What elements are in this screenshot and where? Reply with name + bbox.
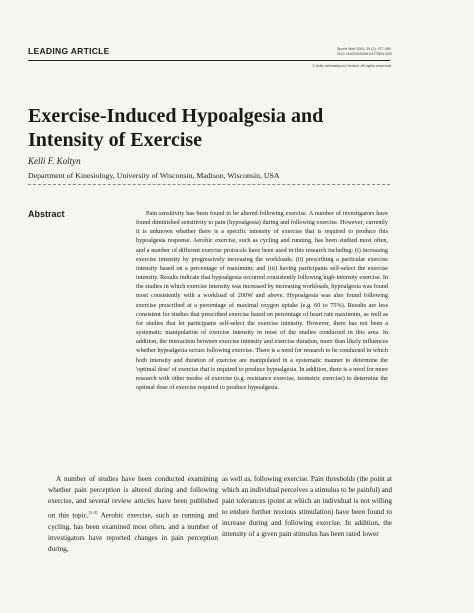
abstract-heading: Abstract: [28, 209, 65, 219]
abstract-text: Pain sensitivity has been found to be altered following exercise. A number of investigators have found diminished sensitivity to pain (hypoalgesia) during and following exercise. However, currently it is unknown whether there is a specific intensity of exercise that is required to produce this hypoalgesia response. Aerobic exercise, such as cycling and running, has been studied most often, and a number of different exercise protocols have been used in this research including: (i) increasing exercise intensity by progressively increasing the workloads; (ii) prescribing a particular exercise intensity based on a percentage of maximum; and (iii) having participants self-select the exercise intensity. Results indicate that hypoalgesia occurred consistently following high-intensity exercise. In the studies in which exercise intensity was increased by increasing workloads, hypoalgesia was found most consistently with a workload of 200W and above. Hypoalgesia was also found following exercise prescribed at a percentage of maximal oxygen uptake (e.g. 60 to 75%). Results are less consistent for studies that prescribed exercise based on percentage of heart rate maximum, as well as for studies that let participants self-select the exercise intensity. However, there has not been a systematic manipulation of exercise intensity in most of the studies conducted in this area. In addition, the interaction between exercise intensity and exercise duration, more than likely influences whether hypoalgesia occurs following exercise. There is a need for research to be conducted in which both intensity and duration of exercise are manipulated in a systematic manner to determine the 'optimal dose' of exercise that is required to produce hypoalgesia. In addition, there is a need for more research with other modes of exercise (e.g. resistance exercise, isometric exercise) to determine the optimal dose of exercise required to produce hypoalgesia.: [136, 210, 388, 391]
citation-ref: [1-3]: [88, 510, 98, 516]
article-title: Exercise-Induced Hypoalgesia and Intensity of Exercise: [28, 105, 324, 151]
journal-meta: [337, 47, 392, 57]
journal-issn: 0112-1642/00/0008-0477/$20.00/0: [336, 52, 392, 56]
journal-citation: Sports Med 2000; 29 (2): 477-480: [336, 47, 391, 51]
section-label: LEADING ARTICLE: [28, 46, 110, 56]
body-text-left-end: Aerobic exercise, such as running and cycling, has been examined most often, and a number of investigators have reported changes in pain perception during,: [48, 511, 218, 553]
body-column-left: [48, 474, 218, 555]
header-rule: [28, 60, 390, 61]
affiliation-rule: [28, 184, 390, 185]
author-affiliation: Department of Kinesiology, University of Wisconsin, Madison, Wisconsin, USA: [28, 171, 280, 180]
author-name: Kelli F. Koltyn: [28, 156, 81, 166]
body-column-right: as well as, following exercise. Pain thresholds (the point at which an individual perceives a stimulus to be painful) and pain tolerances (point at which an individual is not willing to endure further noxious stimulation) have been found to increase during and following exercise. In addition, the intensity of a given pain stimulus has been rated lower: [222, 475, 392, 539]
body-text-left-start: A number of studies have been conducted examining whether pain perception is altered during and following exercise, and several review articles have been published on this topic.: [48, 475, 218, 520]
copyright-notice: © Adis International Limited. All rights reserved.: [312, 64, 392, 68]
